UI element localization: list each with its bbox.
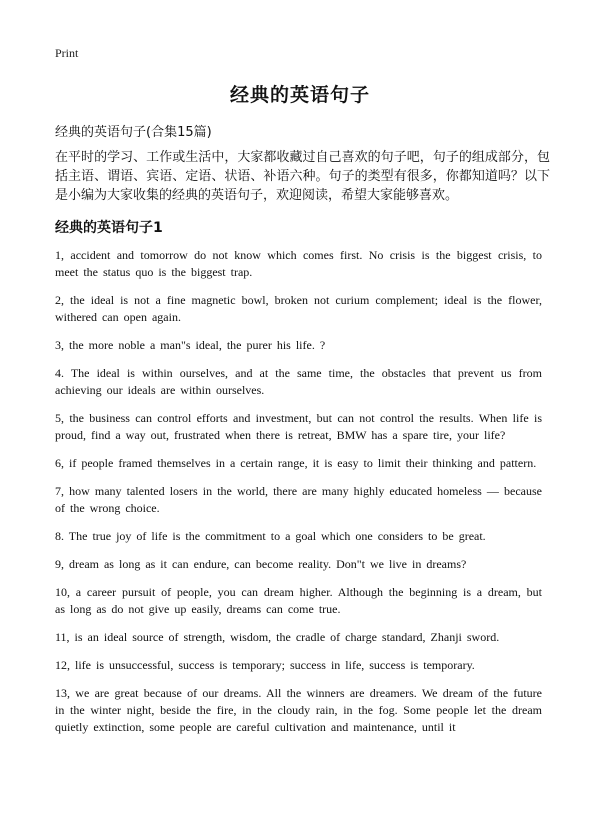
- sentence-item: 6, if people framed themselves in a certain range, it is easy to limit their thinking and pattern.: [55, 456, 537, 470]
- document-subtitle: 经典的英语句子(合集15篇): [55, 125, 212, 140]
- section-heading: 经典的英语句子1: [55, 220, 163, 236]
- sentence-item: 10, a career pursuit of people, you can dream higher. Although the beginning is a dream, but as long as do not give up easily, dreams can come true.: [55, 585, 542, 616]
- sentence-item: 4. The ideal is within ourselves, and at the same time, the obstacles that prevent us from achieving our ideals are within ourselves.: [55, 366, 542, 397]
- print-label[interactable]: Print: [55, 46, 79, 60]
- sentence-item: 11, is an ideal source of strength, wisdom, the cradle of charge standard, Zhanji sword.: [55, 630, 500, 644]
- sentence-item: 12, life is unsuccessful, success is temporary; success in life, success is temporary.: [55, 658, 475, 672]
- sentence-item: 7, how many talented losers in the world, there are many highly educated homeless — because of the wrong choice.: [55, 484, 542, 515]
- sentence-item: 3, the more noble a man"s ideal, the purer his life. ?: [55, 338, 326, 352]
- intro-paragraph: 在平时的学习、工作或生活中，大家都收藏过自己喜欢的句子吧，句子的组成部分，包括主语、谓语、宾语、定语、状语、补语六种。句子的类型有很多，你都知道吗？以下是小编为大家收集的经典的英语句子，欢迎阅读，希望大家能够喜欢。: [55, 150, 550, 203]
- sentence-item: 9, dream as long as it can endure, can become reality. Don"t we live in dreams?: [55, 557, 467, 571]
- sentence-item: 1, accident and tomorrow do not know which comes first. No crisis is the biggest crisis, to meet the status quo is the biggest trap.: [55, 248, 542, 279]
- sentence-item: 13, we are great because of our dreams. All the winners are dreamers. We dream of the future in the winter night, beside the fire, in the cloudy rain, in the fog. Some people let the dream quietly extinction, some people are careful cultivation and maintenance, until it: [55, 686, 542, 734]
- sentence-item: 8. The true joy of life is the commitment to a goal which one considers to be great.: [55, 529, 486, 543]
- sentence-item: 2, the ideal is not a fine magnetic bowl, broken not curium complement; ideal is the flower, withered can open again.: [55, 293, 542, 324]
- sentence-item: 5, the business can control efforts and investment, but can not control the results. When life is proud, find a way out, frustrated when there is retreat, BMW has a spare tire, your life?: [55, 411, 542, 442]
- sentence-list: [55, 247, 542, 747]
- page-title: 经典的英语句子: [229, 84, 370, 106]
